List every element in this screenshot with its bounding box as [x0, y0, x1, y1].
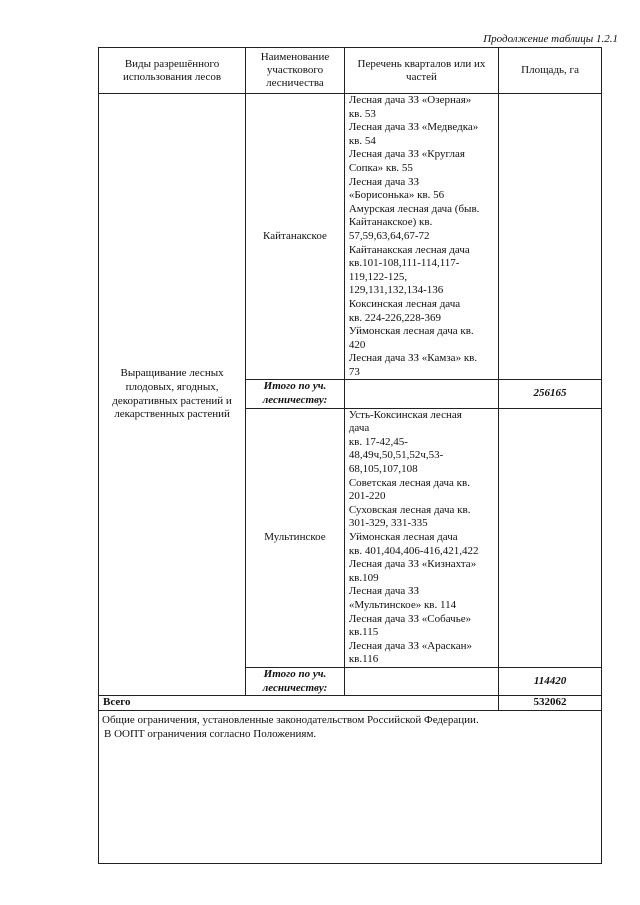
header-use-type: Виды разрешённого использования лесов [99, 48, 246, 94]
table-row [99, 94, 602, 380]
quarter-line: Кайтанакская лесная дача [348, 243, 470, 256]
quarters-lines-2 [349, 409, 494, 667]
quarter-line: Сопка» кв. 55 [348, 161, 413, 174]
quarter-line: кв. 53 [348, 107, 376, 120]
quarter-line: 420 [348, 338, 366, 351]
quarter-line: 129,131,132,134-136 [348, 284, 444, 297]
quarter-line: 48,49ч,50,51,52ч,53- [348, 449, 444, 462]
quarter-line: кв. 17-42,45- [348, 435, 408, 448]
quarter-line: Лесная дача ЗЗ «Камза» кв. [348, 352, 478, 365]
notes-row [99, 710, 602, 863]
subtotal-label-1: Итого по уч. лесничеству: [246, 380, 345, 408]
quarter-line: Лесная дача ЗЗ «Араскан» [348, 639, 472, 652]
area-cell-empty-2 [499, 408, 602, 667]
quarter-line: «Борисонька» кв. 56 [348, 189, 445, 202]
subtotal-empty-1 [344, 380, 498, 408]
quarters-lines-1 [349, 94, 494, 379]
quarter-line: Суховская лесная дача кв. [348, 503, 471, 516]
quarter-line: кв.115 [348, 626, 379, 639]
quarter-line: 119,122-125, [348, 270, 408, 283]
header-quarters: Перечень кварталов или их частей [344, 48, 498, 94]
header-forestry: Наименование участкового лесничества [246, 48, 345, 94]
quarter-line: Лесная дача ЗЗ «Озерная» [348, 94, 472, 106]
notes-cell [99, 710, 602, 863]
quarter-line: Кайтанакское) кв. [348, 216, 433, 229]
quarter-line: Коксинская лесная дача [348, 297, 461, 310]
quarter-line: 68,105,107,108 [348, 463, 418, 476]
quarter-line: «Мультинское» кв. 114 [348, 598, 457, 611]
quarter-line: кв.116 [348, 653, 379, 666]
total-row [99, 696, 602, 711]
quarter-line: 57,59,63,64,67-72 [348, 229, 430, 242]
forestry-name-1: Кайтанакское [246, 94, 345, 380]
quarter-line: Усть-Коксинская лесная [348, 408, 462, 421]
quarter-line: 201-220 [348, 490, 386, 503]
area-cell-empty-1 [499, 94, 602, 380]
forest-use-table [98, 47, 602, 864]
quarter-line: Уймонская лесная дача кв. [348, 325, 474, 338]
quarter-line: кв.101-108,111-114,117- [348, 257, 460, 270]
forestry-name-2: Мультинское [246, 408, 345, 667]
table-header-row [99, 48, 602, 94]
quarters-list-1 [344, 94, 498, 380]
subtotal-empty-2 [344, 667, 498, 695]
subtotal-value-2: 114420 [499, 667, 602, 695]
use-type-cell: Выращивание лесных плодовых, ягодных, декоративных растений и лекарственных растений [99, 94, 246, 696]
quarter-line: кв. 224-226,228-369 [348, 311, 441, 324]
quarters-list-2 [344, 408, 498, 667]
quarter-line: Лесная дача ЗЗ «Медведка» [348, 121, 479, 134]
subtotal-value-1: 256165 [499, 380, 602, 408]
header-area: Площадь, га [499, 48, 602, 94]
quarter-line: кв. 401,404,406-416,421,422 [348, 544, 479, 557]
quarter-line: дача [348, 422, 370, 435]
quarter-line: кв. 54 [348, 134, 376, 147]
total-label: Всего [99, 696, 499, 711]
quarter-line: Лесная дача ЗЗ «Собачье» [348, 612, 472, 625]
quarter-line: 301-329, 331-335 [348, 517, 428, 530]
quarter-line: Лесная дача ЗЗ «Круглая [348, 148, 465, 161]
subtotal-label-2: Итого по уч. лесничеству: [246, 667, 345, 695]
quarter-line: Лесная дача ЗЗ «Кизнахта» [348, 558, 477, 571]
quarter-line: Советская лесная дача кв. [348, 476, 470, 489]
total-value: 532062 [499, 696, 602, 711]
quarter-line: Амурская лесная дача (быв. [348, 202, 480, 215]
continuation-label: Продолжение таблицы 1.2.1 [483, 33, 618, 45]
quarter-line: Уймонская лесная дача [348, 531, 458, 543]
quarter-line: Лесная дача ЗЗ [348, 585, 420, 598]
note-line: В ООПТ ограничения согласно Положениям. [104, 727, 317, 740]
quarter-line: Лесная дача ЗЗ [348, 175, 420, 188]
quarter-line: кв.109 [348, 571, 379, 584]
note-line: Общие ограничения, установленные законодательством Российской Федерации. [102, 713, 479, 726]
quarter-line: 73 [348, 365, 360, 378]
